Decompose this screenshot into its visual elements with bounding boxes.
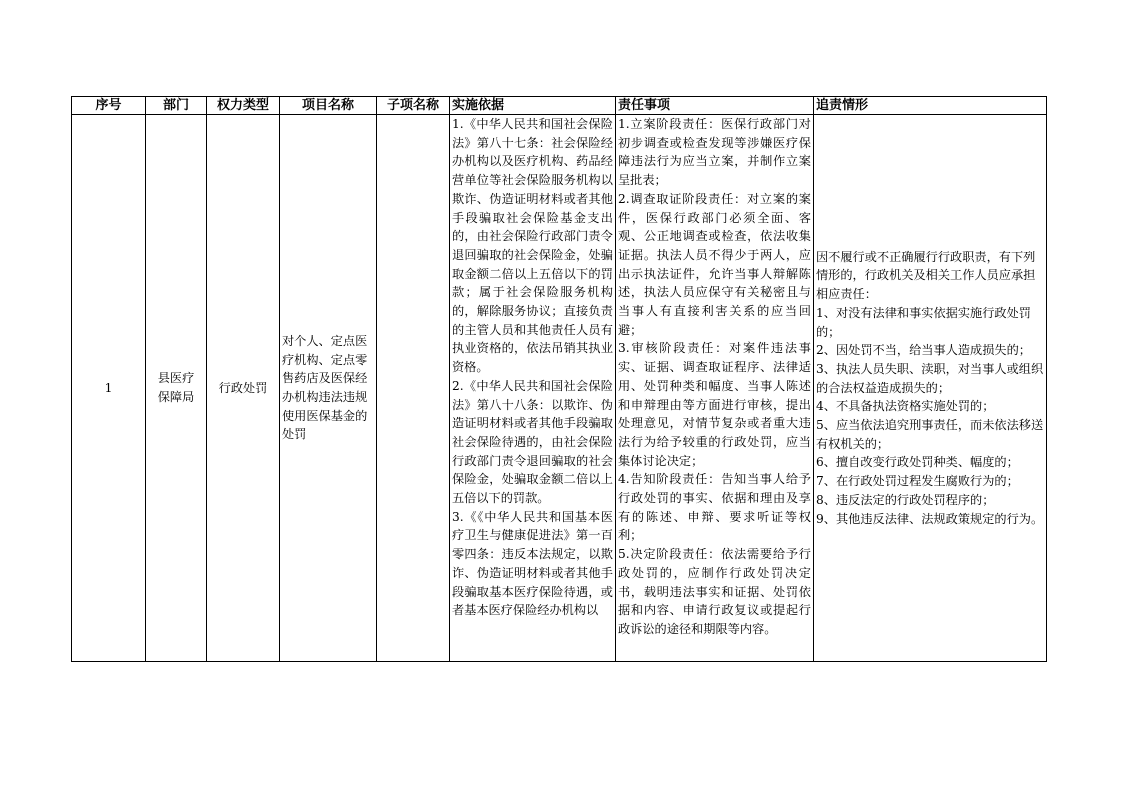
- header-basis: 实施依据: [450, 97, 616, 115]
- seq-text: 1: [104, 380, 113, 395]
- cell-responsibility: [616, 115, 814, 662]
- header-seq: 序号: [72, 97, 146, 115]
- power-responsibility-table: [71, 96, 1047, 662]
- table-row: [72, 115, 1047, 662]
- header-dept: 部门: [146, 97, 207, 115]
- dept-text: 县医疗 保障局: [157, 371, 195, 404]
- table-header-row: [72, 97, 1047, 115]
- responsibility-text: 1.立案阶段责任：医保行政部门对初步调查或检查发现等涉嫌医疗保障违法行为应当立案，并制作立案呈批表； 2.调查取证阶段责任：对立案的案件，医保行政部门必须全面、客观、公正地调查或检查，依法收集证据。执法人员不得少于两人，应出示执法证件，允许当事人辩解陈述，执法人员应保守有关秘密且与当事人有直接利害关系的应当回避； 3.审核阶段责任：对案件违法事实、证据、调查取证程序、法律适用、处罚种类和幅度、当事人陈述和申辩理由等方面进行审核，提出处理意见，对情节复杂或者重大违法行为给予较重的行政处罚，应当集体讨论决定； 4.告知阶段责任：告知当事人给予行政处罚的事实、依据和理由及享有的陈述、申辩、要求听证等权利； 5.决定阶段责任：依法需要给予行政处罚的，应制作行政处罚决定书，载明违法事实和证据、处罚依据和内容、申请行政复议或提起行政诉讼的途径和期限等内容。: [618, 117, 811, 636]
- responsibility-list-sheet: [71, 96, 1047, 662]
- cell-item-name: [280, 115, 377, 662]
- cell-power-type: [207, 115, 280, 662]
- cell-sub-item: [377, 115, 450, 662]
- cell-dept: [146, 115, 207, 662]
- cell-accountability: [814, 115, 1047, 662]
- item-name-text: 对个人、定点医疗机构、定点零售药店及医保经办机构违法违规使用医保基金的处罚: [282, 333, 368, 442]
- basis-text: 1.《中华人民共和国社会保险法》第八十七条：社会保险经办机构以及医疗机构、药品经营单位等社会保险服务机构以欺诈、伪造证明材料或者其他手段骗取社会保险基金支出的，由社会保险行政部门责令退回骗取的社会保险金，处骗取金额二倍以上五倍以下的罚款；属于社会保险服务机构的，解除服务协议；直接负责的主管人员和其他责任人员有执业资格的，依法吊销其执业资格。 2.《中华人民共和国社会保险法》第八十八条：以欺诈、伪造证明材料或者其他手段骗取社会保险待遇的，由社会保险行政部门责令退回骗取的社会保险金，处骗取金额二倍以上五倍以下的罚款。 3.《《中华人民共和国基本医疗卫生与健康促进法》第一百零四条：违反本法规定，以欺诈、伪造证明材料或者其他手段骗取基本医疗保险待遇，或者基本医疗保险经办机构以: [452, 117, 613, 618]
- cell-basis: [450, 115, 616, 662]
- accountability-text: 因不履行或不正确履行行政职责，有下列情形的，行政机关及相关工作人员应承担相应责任： 1、对没有法律和事实依据实施行政处罚的； 2、因处罚不当，给当事人造成损失的； 3、执法人员失职、渎职，对当事人或组织的合法权益造成损失的； 4、不具备执法资格实施处罚的； 5、应当依法追究刑事责任，而未依法移送有权机关的； 6、擅自改变行政处罚种类、幅度的； 7、在行政处罚过程发生腐败行为的； 8、违反法定的行政处罚程序的； 9、其他违反法律、法规政策规定的行为。: [816, 249, 1044, 526]
- header-power-type: 权力类型: [207, 97, 280, 115]
- header-accountability: 追责情形: [814, 97, 1047, 115]
- header-responsibility: 责任事项: [616, 97, 814, 115]
- cell-seq: [72, 115, 146, 662]
- header-sub-item: 子项名称: [377, 97, 450, 115]
- power-type-text: 行政处罚: [218, 380, 268, 395]
- header-item-name: 项目名称: [280, 97, 377, 115]
